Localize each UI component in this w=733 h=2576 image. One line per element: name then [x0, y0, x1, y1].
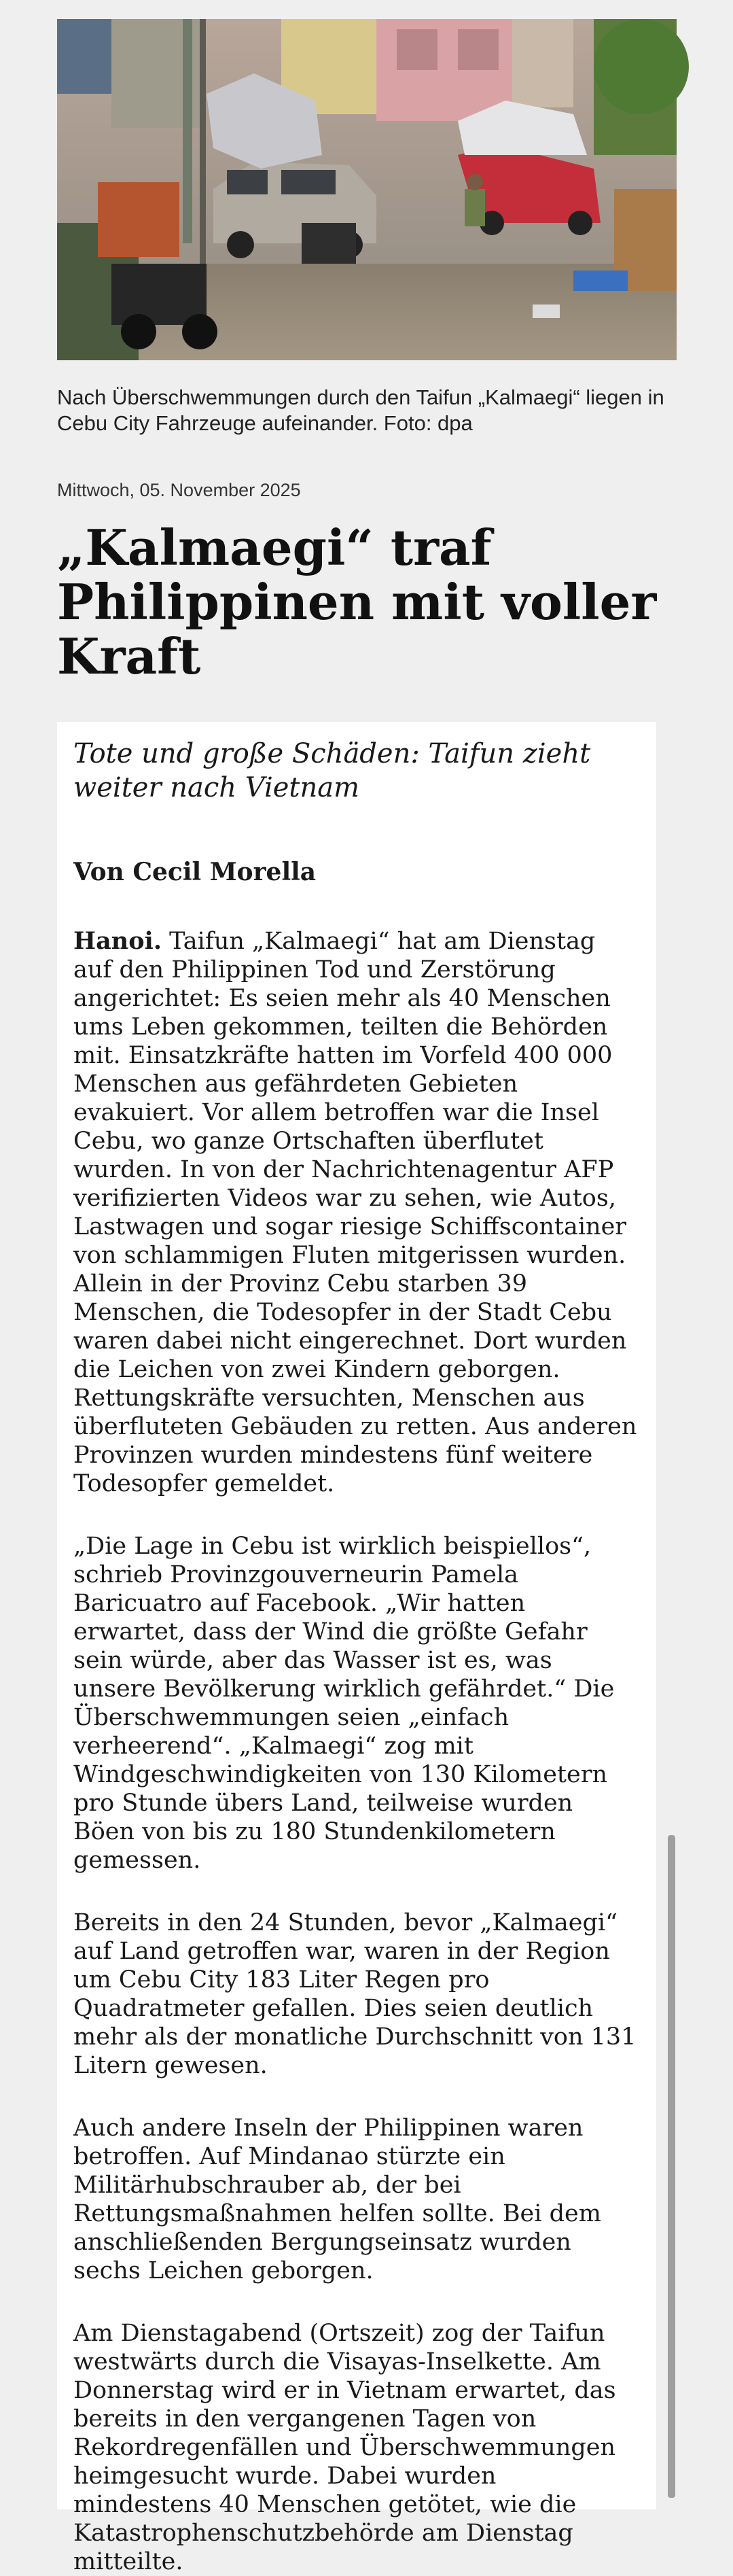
article-body [57, 722, 656, 2575]
article-subtitle: Tote und große Schäden: Taifun zieht weiter nach Vietnam [73, 738, 591, 803]
paragraph: Am Dienstagabend (Ortszeit) zog der Taifun westwärts durch die Visayas-Inselkette. Am Donnerstag wird er in Vietnam erwartet, das bereits in den vergangenen Tagen von Rekordregenfällen und Überschwemmungen heimgesucht wurde. Dabei wurden mindestens 40 Menschen getötet, wie die Katastrophenschutzbehörde am Dienstag mitteilte. [73, 2320, 616, 2575]
byline: Von Cecil Morella [73, 858, 317, 886]
dateline: Hanoi. [73, 927, 162, 955]
paragraph: Auch andere Inseln der Philippinen waren betroffen. Auf Mindanao stürzte ein Militärhubschrauber ab, der bei Rettungsmaßnahmen helfen sollte. Bei dem anschließenden Bergungseinsatz wurden sechs Leichen geborgen. [73, 2114, 601, 2284]
paragraph [73, 927, 640, 1498]
scrollbar-thumb[interactable] [668, 1835, 675, 2498]
page-title: „Kalmaegi“ traf Philippinen mit voller Kraft [57, 519, 657, 685]
hero-photo [57, 19, 677, 360]
paragraph: Bereits in den 24 Stunden, bevor „Kalmaegi“ auf Land getroffen war, waren in der Region um Cebu City 183 Liter Regen pro Quadratmeter gefallen. Dies seien deutlich mehr als der monatliche Durchschnitt von 131 Litern gewesen. [73, 1909, 637, 2079]
photo-caption: Nach Überschwemmungen durch den Taifun „Kalmaegi“ liegen in Cebu City Fahrzeuge aufeinander. Foto: dpa [57, 385, 664, 435]
flood-photo-icon [57, 19, 677, 360]
publish-date: Mittwoch, 05. November 2025 [57, 480, 301, 500]
paragraph: „Die Lage in Cebu ist wirklich beispiellos“, schrieb Provinzgouverneurin Pamela Baricuatro auf Facebook. „Wir hatten erwartet, dass der Wind die größte Gefahr sein würde, aber das Wasser ist es, was unsere Bevölkerung wirklich gefährdet.“ Die Überschwemmungen seien „einfach verheerend“. „Kalmaegi“ zog mit Windgeschwindigkeiten von 130 Kilometern pro Stunde übers Land, teilweise wurden Böen von bis zu 180 Stundenkilometern gemessen. [73, 1533, 615, 1874]
paragraph-text: Taifun „Kalmaegi“ hat am Dienstag auf den Philippinen Tod und Zerstörung angerichtet: Es seien mehr als 40 Menschen ums Leben gekommen, teilten die Behörden mit. Einsatzkräfte hatten im Vorfeld 400 000 Menschen aus gefährdeten Gebieten evakuiert. Vor allem betroffen war die Insel Cebu, wo ganze Ortschaften überflutet wurden. In von der Nachrichtenagentur AFP verifizierten Videos war zu sehen, wie Autos, Lastwagen und sogar riesige Schiffscontainer von schlammigen Fluten mitgerissen wurden. Allein in der Provinz Cebu starben 39 Menschen, die Todesopfer in der Stadt Cebu waren dabei nicht eingerechnet. Dort wurden die Leichen von zwei Kindern geborgen. Rettungskräfte versuchten, Menschen aus überfluteten Gebäuden zu retten. Aus anderen Provinzen wurden mindestens fünf weitere Todesopfer gemeldet. [73, 928, 637, 1497]
